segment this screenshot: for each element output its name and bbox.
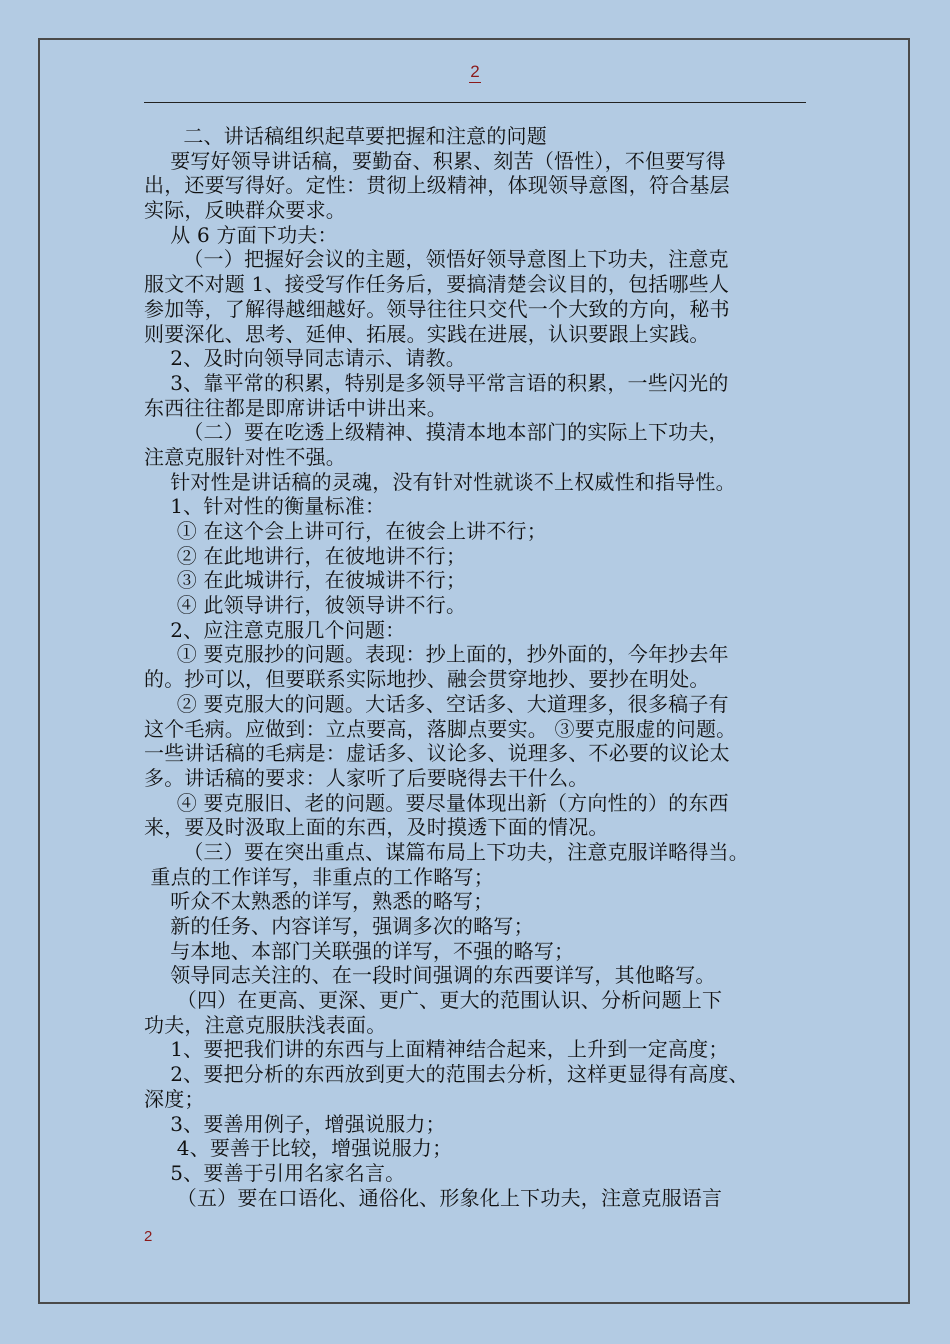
text-line: 新的任务、内容详写，强调多次的略写； <box>144 914 534 938</box>
text-line: 1、针对性的衡量标准： <box>144 494 386 519</box>
text-line: ④ 要克服旧、老的问题。要尽量体现出新（方向性的）的东西 <box>144 790 729 815</box>
text-line: 4、要善于比较，增强说服力； <box>144 1136 453 1161</box>
document-body <box>144 124 844 1210</box>
text-line: 实际，反映群众要求。 <box>144 198 346 223</box>
text-line: ② 要克服大的问题。大话多、空话多、大道理多，很多稿子有 <box>144 691 729 716</box>
text-line: 听众不太熟悉的详写，熟悉的略写； <box>144 889 494 914</box>
text-line: （五）要在口语化、通俗化、形象化上下功夫，注意克服语言 <box>144 1185 723 1210</box>
text-line: 这个毛病。应做到：立点要高，落脚点要实。 ③要克服虚的问题。 <box>144 716 737 741</box>
text-line: 的。抄可以，但要联系实际地抄、融会贯穿地抄、要抄在明处。 <box>144 667 710 692</box>
text-line: 服文不对题 1、接受写作任务后，要搞清楚会议目的，包括哪些人 <box>144 272 730 297</box>
text-line: ④ 此领导讲行，彼领导讲不行。 <box>144 593 467 618</box>
text-line: 从 6 方面下功夫： <box>144 222 338 247</box>
text-line: 1、要把我们讲的东西与上面精神结合起来，上升到一定高度； <box>144 1037 729 1062</box>
text-line: 功夫，注意克服肤浅表面。 <box>144 1012 387 1037</box>
text-line: 2、应注意克服几个问题： <box>144 617 406 642</box>
text-line: （三）要在突出重点、谋篇布局上下功夫，注意克服详略得当。 <box>144 839 749 864</box>
text-line: ① 在这个会上讲可行，在彼会上讲不行； <box>144 519 547 543</box>
text-line: 3、要善用例子，增强说服力； <box>144 1111 446 1136</box>
text-line: 针对性是讲话稿的灵魂，没有针对性就谈不上权威性和指导性。 <box>144 469 736 494</box>
text-line: 多。讲话稿的要求：人家听了后要晓得去干什么。 <box>144 765 589 790</box>
text-line: 东西往往都是即席讲话中讲出来。 <box>144 395 447 420</box>
text-line: 参加等，了解得越细越好。领导往往只交代一个大致的方向，秘书 <box>144 296 730 321</box>
text-line: 来，要及时汲取上面的东西，及时摸透下面的情况。 <box>144 815 609 840</box>
text-line: 2、及时向领导同志请示、请教。 <box>144 346 466 371</box>
text-line: 二、讲话稿组织起草要把握和注意的问题 <box>144 124 547 148</box>
text-line: 重点的工作详写，非重点的工作略写； <box>144 864 494 889</box>
text-line: （一）把握好会议的主题，领悟好领导意图上下功夫，注意克 <box>144 247 729 272</box>
text-line: 领导同志关注的、在一段时间强调的东西要详写，其他略写。 <box>144 963 716 988</box>
header-page-number <box>0 62 950 83</box>
text-line: ② 在此地讲行，在彼地讲不行； <box>144 543 467 568</box>
text-line: （四）在更高、更深、更广、更大的范围认识、分析问题上下 <box>144 988 723 1013</box>
text-line: 与本地、本部门关联强的详写，不强的略写； <box>144 938 575 963</box>
text-line: 出，还要写得好。定性：贯彻上级精神，体现领导意图，符合基层 <box>144 173 730 198</box>
header-divider <box>144 102 806 103</box>
text-line: 注意克服针对性不强。 <box>144 444 346 469</box>
text-line: （二）要在吃透上级精神、摸清本地本部门的实际上下功夫， <box>144 420 729 445</box>
header-page-number-text: 2 <box>470 62 480 81</box>
text-line: 3、靠平常的积累，特别是多领导平常言语的积累，一些闪光的 <box>144 370 729 395</box>
text-line: 要写好领导讲话稿，要勤奋、积累、刻苦（悟性），不但要写得 <box>144 148 726 173</box>
footer-page-number: 2 <box>144 1228 153 1245</box>
text-line: ③ 在此城讲行，在彼城讲不行； <box>144 568 467 593</box>
text-line: 一些讲话稿的毛病是：虚话多、议论多、说理多、不必要的议论太 <box>144 741 730 766</box>
text-line: 深度； <box>144 1086 205 1111</box>
text-line: 则要深化、思考、延伸、拓展。实践在进展，认识要跟上实践。 <box>144 321 710 346</box>
text-line: ① 要克服抄的问题。表现：抄上面的，抄外面的，今年抄去年 <box>144 642 729 667</box>
text-line: 5、要善于引用名家名言。 <box>144 1160 406 1185</box>
text-line: 2、要把分析的东西放到更大的范围去分析，这样更显得有高度、 <box>144 1062 749 1087</box>
